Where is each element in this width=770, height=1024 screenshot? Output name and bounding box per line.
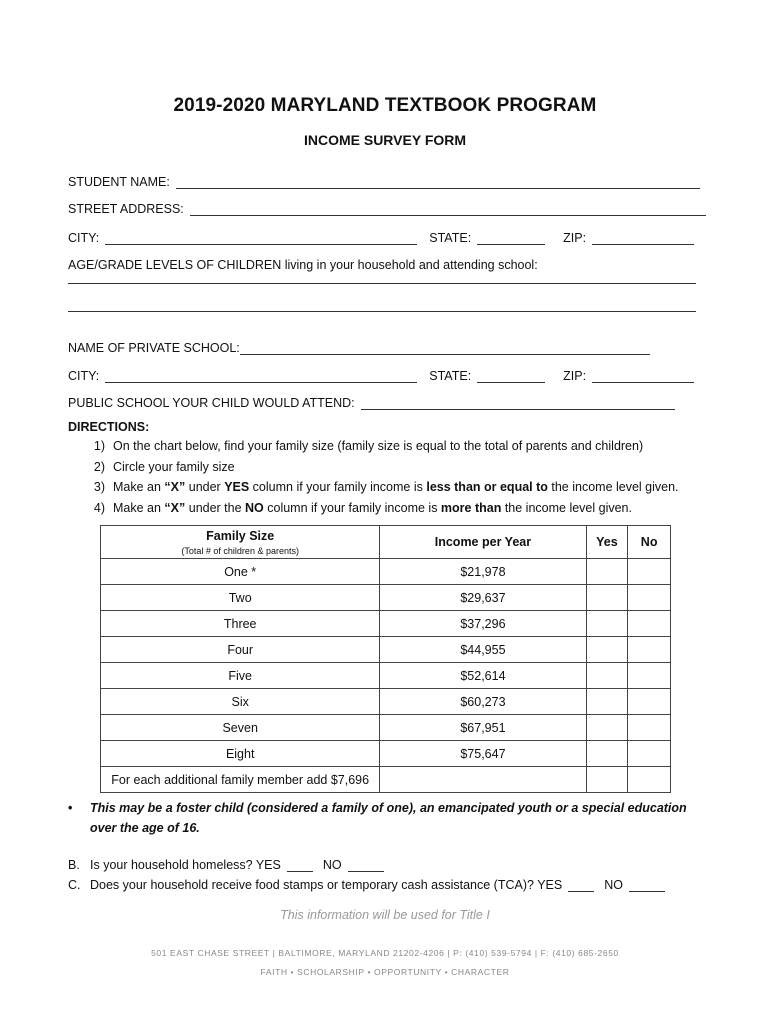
table-row — [101, 611, 671, 637]
income-cell: $67,951 — [380, 715, 586, 741]
school-zip-label: ZIP: — [563, 369, 587, 383]
age-grade-label: AGE/GRADE LEVELS OF CHILDREN living in your household and attending school: — [68, 258, 538, 272]
state-field[interactable] — [477, 232, 545, 245]
yes-cell[interactable] — [586, 585, 628, 611]
bullet: • — [68, 801, 73, 815]
direction-item: 1) On the chart below, find your family size (family size is equal to the total of parents and children) — [93, 439, 644, 454]
public-school-field[interactable] — [361, 397, 675, 410]
yes-cell[interactable] — [586, 611, 628, 637]
yes-cell[interactable] — [586, 715, 628, 741]
income-cell — [380, 767, 586, 793]
no-cell[interactable] — [628, 637, 671, 663]
header-family-size: Family Size (Total # of children & parents) — [101, 526, 380, 559]
no-cell[interactable] — [628, 663, 671, 689]
food-stamps-yes-field[interactable] — [568, 879, 594, 892]
direction-item: 3) Make an “X” under YES column if your family income is less than or equal to the income level given. — [93, 480, 679, 495]
form-subtitle: INCOME SURVEY FORM — [303, 132, 467, 148]
student-name-label: STUDENT NAME: — [68, 175, 170, 189]
school-city-state-zip-row — [68, 365, 700, 383]
table-row — [101, 741, 671, 767]
table-row — [101, 585, 671, 611]
school-state-label: STATE: — [429, 369, 472, 383]
age-grade-field-1[interactable] — [68, 283, 696, 284]
footer-motto: FAITH • SCHOLARSHIP • OPPORTUNITY • CHARACTER — [260, 967, 510, 977]
family-size-cell[interactable]: Three — [101, 611, 380, 637]
no-cell[interactable] — [628, 715, 671, 741]
no-cell[interactable] — [628, 585, 671, 611]
private-school-row — [68, 337, 656, 355]
family-size-cell[interactable]: Four — [101, 637, 380, 663]
income-cell: $75,647 — [380, 741, 586, 767]
table-row — [101, 663, 671, 689]
city-field[interactable] — [105, 232, 417, 245]
city-state-zip-row — [68, 227, 700, 245]
family-size-cell[interactable]: Seven — [101, 715, 380, 741]
food-stamps-question: C. Does your household receive food stamps or temporary cash assistance (TCA)? YES NO — [68, 878, 671, 892]
income-cell: $37,296 — [380, 611, 586, 637]
yes-cell[interactable] — [586, 559, 628, 585]
school-city-field[interactable] — [105, 370, 417, 383]
street-address-row — [68, 198, 712, 216]
no-cell[interactable] — [628, 559, 671, 585]
yes-cell[interactable] — [586, 637, 628, 663]
student-name-row — [68, 171, 706, 189]
street-address-field[interactable] — [190, 203, 706, 216]
header-no: No — [628, 526, 671, 559]
family-size-cell[interactable]: One * — [101, 559, 380, 585]
table-row — [101, 559, 671, 585]
homeless-no-field[interactable] — [348, 859, 384, 872]
header-yes: Yes — [586, 526, 628, 559]
table-row — [101, 767, 671, 793]
table-row — [101, 715, 671, 741]
age-grade-field-2[interactable] — [68, 311, 696, 312]
student-name-field[interactable] — [176, 176, 700, 189]
family-size-cell[interactable]: Five — [101, 663, 380, 689]
age-grade-row — [68, 254, 538, 272]
city-label: CITY: — [68, 231, 100, 245]
no-cell[interactable] — [628, 741, 671, 767]
no-cell[interactable] — [628, 767, 671, 793]
income-cell: $29,637 — [380, 585, 586, 611]
directions-heading: DIRECTIONS: — [68, 420, 150, 434]
family-size-cell[interactable]: Six — [101, 689, 380, 715]
direction-item: 4) Make an “X” under the NO column if your family income is more than the income level given. — [93, 500, 632, 515]
foster-child-note — [68, 798, 708, 838]
no-cell[interactable] — [628, 689, 671, 715]
school-city-label: CITY: — [68, 369, 100, 383]
homeless-yes-field[interactable] — [287, 859, 313, 872]
footer-address: 501 EAST CHASE STREET | BALTIMORE, MARYLAND 21202-4206 | P: (410) 539-5794 | F: (410) 685-2650 — [151, 948, 619, 958]
private-school-field[interactable] — [240, 342, 650, 355]
no-cell[interactable] — [628, 611, 671, 637]
additional-member-note: For each additional family member add $7,696 — [101, 767, 380, 793]
header-income: Income per Year — [380, 526, 586, 559]
income-cell: $21,978 — [380, 559, 586, 585]
yes-cell[interactable] — [586, 767, 628, 793]
income-cell: $44,955 — [380, 637, 586, 663]
food-stamps-no-field[interactable] — [629, 879, 665, 892]
zip-label: ZIP: — [563, 231, 587, 245]
income-cell: $60,273 — [380, 689, 586, 715]
direction-item: 2) Circle your family size — [93, 459, 235, 474]
title-one-note: This information will be used for Title I — [280, 908, 490, 922]
table-row — [101, 637, 671, 663]
school-state-field[interactable] — [477, 370, 545, 383]
income-cell: $52,614 — [380, 663, 586, 689]
family-size-cell[interactable]: Eight — [101, 741, 380, 767]
yes-cell[interactable] — [586, 689, 628, 715]
yes-cell[interactable] — [586, 741, 628, 767]
street-address-label: STREET ADDRESS: — [68, 202, 184, 216]
page-title: 2019-2020 MARYLAND TEXTBOOK PROGRAM — [173, 95, 597, 116]
school-zip-field[interactable] — [592, 370, 694, 383]
private-school-label: NAME OF PRIVATE SCHOOL: — [68, 341, 240, 355]
income-table — [100, 525, 671, 793]
family-size-cell[interactable]: Two — [101, 585, 380, 611]
table-row — [101, 689, 671, 715]
public-school-label: PUBLIC SCHOOL YOUR CHILD WOULD ATTEND: — [68, 396, 355, 410]
public-school-row — [68, 392, 681, 410]
yes-cell[interactable] — [586, 663, 628, 689]
zip-field[interactable] — [592, 232, 694, 245]
note-text: This may be a foster child (considered a family of one), an emancipated youth or a special education over the age of 16. — [90, 801, 687, 835]
homeless-question: B. Is your household homeless? YES NO — [68, 858, 390, 872]
state-label: STATE: — [429, 231, 472, 245]
directions-section — [68, 420, 679, 518]
